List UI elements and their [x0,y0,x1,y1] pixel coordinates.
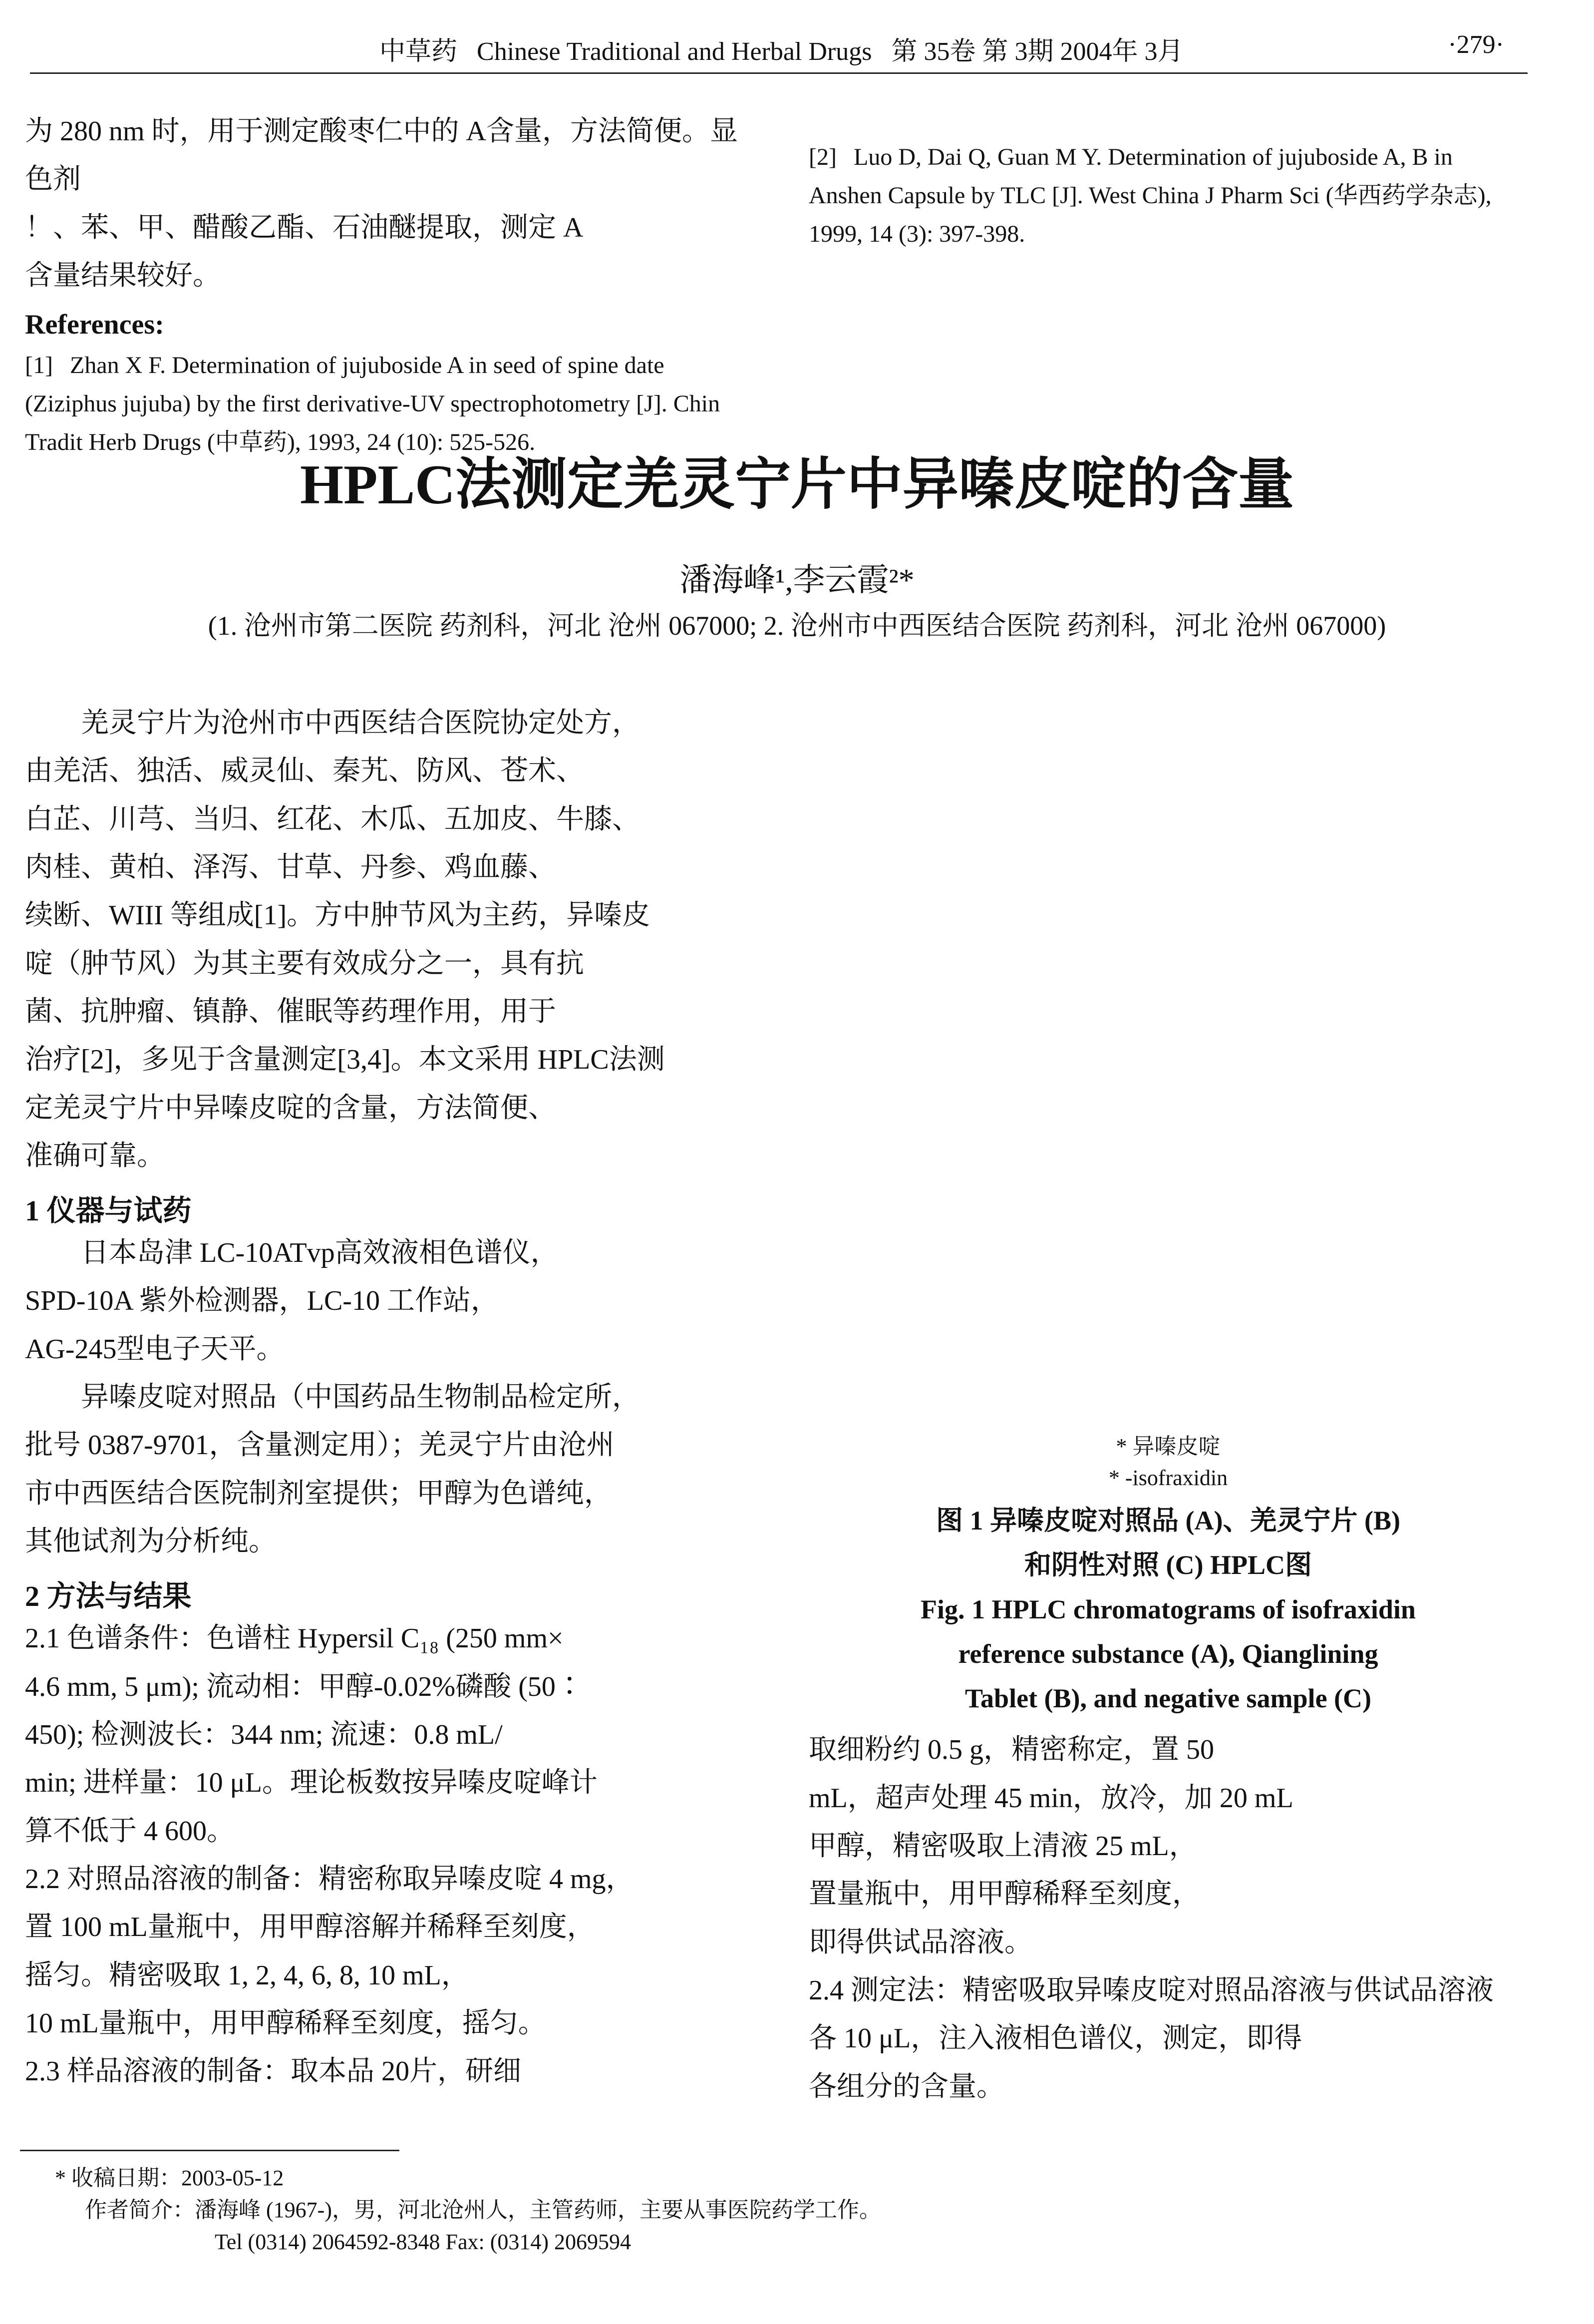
body-right-column [809,1428,1528,2111]
right-line-6: 2.4 测定法：精密吸取异嗪皮啶对照品溶液与供试品溶液 [809,1975,1494,2006]
footnote-rule [20,2150,399,2151]
reference-2-num: [2] [809,144,837,170]
intro-line-6: 啶（肿节风）为其主要有效成分之一，具有抗 [25,948,584,979]
reference-1-num: [1] [25,352,53,379]
intro-line-4: 肉桂、黄柏、泽泻、甘草、丹参、鸡血藤、 [25,851,556,883]
right-line-4: 置量瓶中，用甲醇稀释至刻度， [809,1879,1200,1910]
figure-caption-en-1: Fig. 1 HPLC chromatograms of isofraxidin [921,1594,1416,1625]
intro-line-8: 治疗[2]，多见于含量测定[3,4]。本文采用 HPLC法测 [25,1044,665,1076]
reference-2-text: Luo D, Dai Q, Guan M Y. Determination of jujuboside A, B in Anshen Capsule by TLC [J]. West China J Pharm Sci (华西药学杂志), 1999, 14 (3): 397-398. [809,144,1492,247]
reference-2 [809,138,1528,253]
figure-legend-2: * -isofraxidin [1108,1466,1228,1490]
issue-info: 第 35卷 第 3期 2004年 3月 [891,37,1184,66]
sec1-line-4: 异嗪皮啶对照品（中国药品生物制品检定所， [81,1382,640,1413]
sec1-line-7: 其他试剂为分析纯。 [25,1526,277,1557]
prev-line-1: 为 280 nm 时，用于测定酸枣仁中的 A含量，方法简便。显色剂 [25,116,738,195]
sec2-line-2: 4.6 mm, 5 μm); 流动相：甲醇-0.02%磷酸 (50∶ [25,1671,584,1702]
sec2-line-9: 10 mL量瓶中，用甲醇稀释至刻度，摇匀。 [25,2007,546,2039]
figure-caption-en-2: reference substance (A), Qianglining [958,1639,1378,1669]
right-line-5: 即得供试品溶液。 [809,1927,1032,1958]
sec2-line-1: 2.1 色谱条件：色谱柱 Hypersil C₁₈ (250 mm× [25,1623,564,1654]
footnote-received: * 收稿日期：2003-05-12 [55,2166,284,2190]
intro-line-5: 续断、WIII 等组成[1]。方中肿节风为主药，异嗪皮 [25,900,650,931]
page-number: ·279· [1448,30,1504,59]
right-line-7: 各 10 μL，注入液相色谱仪，测定，即得 [809,2023,1302,2054]
section-1-heading: 1 仪器与试药 [25,1194,192,1227]
article-title: HPLC法测定羌灵宁片中异嗪皮啶的含量 [300,454,1294,516]
journal-name-cn: 中草药 [379,37,458,66]
intro-line-9: 定羌灵宁片中异嗪皮啶的含量，方法简便、 [25,1092,556,1124]
figure-caption-cn-1: 图 1 异嗪皮啶对照品 (A)、羌灵宁片 (B) [936,1506,1400,1536]
intro-line-10: 准确可靠。 [25,1140,165,1171]
figure-legend-1: * 异嗪皮啶 [1116,1434,1221,1459]
intro-line-2: 由羌活、独活、威灵仙、秦艽、防风、苍术、 [25,756,584,787]
sec1-line-5: 批号 0387-9701，含量测定用）；羌灵宁片由沧州 [25,1430,615,1461]
figure-caption-cn-2: 和阴性对照 (C) HPLC图 [1024,1550,1312,1580]
sec1-line-6: 市中西医结合医院制剂室提供；甲醇为色谱纯， [25,1478,612,1509]
sec2-line-6: 2.2 对照品溶液的制备：精密称取异嗪皮啶 4 mg， [25,1863,634,1895]
journal-name-en: Chinese Traditional and Herbal Drugs [477,37,872,66]
prev-article-left [25,107,749,462]
right-line-3: 甲醇，精密吸取上清液 25 mL， [809,1831,1197,1862]
sec2-line-10: 2.3 样品溶液的制备：取本品 20片，研细 [25,2056,521,2087]
article-authors: 潘海峰¹,李云霞²* [679,562,915,598]
prev-line-3: 含量结果较好。 [25,260,221,291]
section-2-heading: 2 方法与结果 [25,1580,192,1613]
intro-line-3: 白芷、川芎、当归、红花、木瓜、五加皮、牛膝、 [25,803,640,835]
running-header [30,30,1564,66]
intro-line-7: 菌、抗肿瘤、镇静、催眠等药理作用，用于 [25,996,556,1027]
reference-1-text: Zhan X F. Determination of jujuboside A in seed of spine date (Ziziphus jujuba) by the first derivative-UV spectrophotometry [J]. Chin Tradit Herb Drugs (中草药), 1993, 24 (10): 525-526. [25,352,720,455]
right-line-1: 取细粉约 0.5 g，精密称定，置 50 [809,1734,1214,1766]
sec1-line-1: 日本岛津 LC-10ATvp高效液相色谱仪， [81,1237,559,1269]
sec2-line-4: min; 进样量：10 μL。理论板数按异嗪皮啶峰计 [25,1767,598,1799]
footnote [55,2162,1503,2258]
sec2-line-5: 算不低于 4 600。 [25,1815,235,1847]
sec2-line-8: 摇匀。精密吸取 1, 2, 4, 6, 8, 10 mL， [25,1959,469,1991]
sec2-line-3: 450); 检测波长：344 nm; 流速：0.8 mL/ [25,1719,503,1750]
sec1-line-3: AG-245型电子天平。 [25,1333,285,1365]
body-left-column [25,699,754,2095]
sec1-line-2: SPD-10A 紫外检测器，LC-10 工作站， [25,1285,499,1317]
sec2-line-7: 置 100 mL量瓶中，用甲醇溶解并稀释至刻度， [25,1912,595,1943]
right-line-8: 各组分的含量。 [809,2071,1004,2102]
figure-caption-en-3: Tablet (B), and negative sample (C) [964,1683,1371,1714]
article-affiliation: (1. 沧州市第二医院 药剂科，河北 沧州 067000; 2. 沧州市中西医结合医院 药剂科，河北 沧州 067000) [208,611,1386,641]
journal-header [379,30,1183,67]
prev-line-2: ！、苯、甲、醋酸乙酯、石油醚提取，测定 A [25,212,584,243]
prev-article-right [809,107,1528,253]
intro-line-1: 羌灵宁片为沧州市中西医结合医院协定处方， [81,708,640,739]
footnote-contact: Tel (0314) 2064592-8348 Fax: (0314) 2069594 [215,2229,632,2254]
right-line-2: mL，超声处理 45 min，放冷，加 20 mL [809,1782,1293,1814]
references-heading: References: [25,309,164,341]
header-rule [30,72,1528,74]
footnote-bio: 作者简介：潘海峰 (1967-)，男，河北沧州人，主管药师，主要从事医院药学工作。 [85,2197,881,2222]
